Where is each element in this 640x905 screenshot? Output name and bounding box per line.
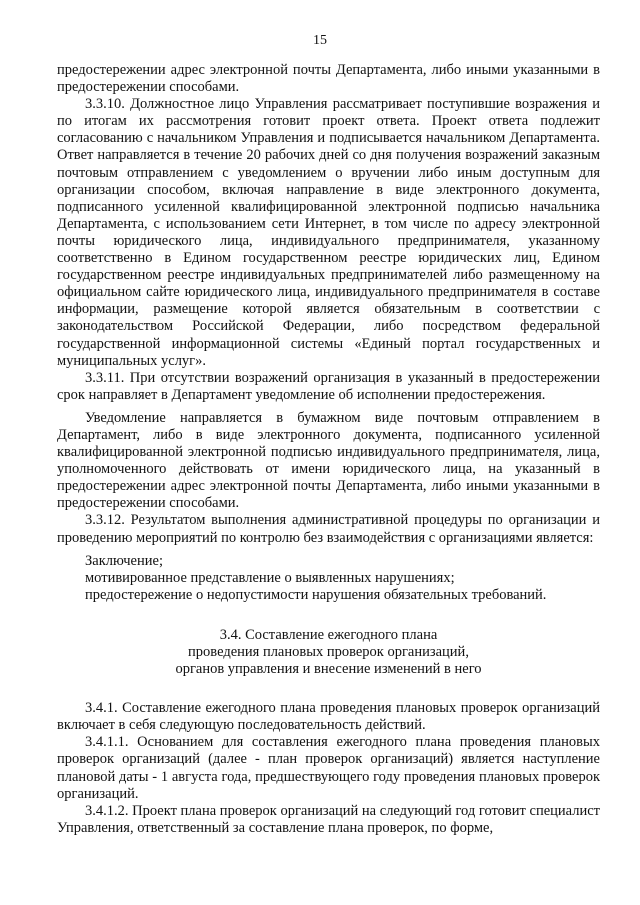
section-heading	[57, 627, 600, 678]
paragraph: предостережении адрес электронной почты Департамента, либо иными указанными в предостережении способами.	[57, 62, 600, 96]
heading-line: органов управления и внесение изменений в него	[175, 661, 482, 678]
paragraph-3-4-1-1: 3.4.1.1. Основанием для составления ежегодного плана проведения плановых проверок организаций (далее - план проверок организаций) является наступление плановой даты - 1 августа года, предшествующего году проведения плановых проверок организаций.	[57, 734, 600, 802]
list-item: предостережение о недопустимости нарушения обязательных требований.	[85, 586, 547, 603]
paragraph-3-4-1-2: 3.4.1.2. Проект плана проверок организаций на следующий год готовит специалист Управления, ответственный за составление плана проверок, по форме,	[57, 802, 600, 836]
paragraph-3-4-1: 3.4.1. Составление ежегодного плана проведения плановых проверок организаций включает в себя следующую последовательность действий.	[57, 700, 600, 734]
paragraph-notice: Уведомление направляется в бумажном виде почтовым отправлением в Департамент, либо в виде электронного документа, подписанного усиленной квалифицированной электронной подписью индивидуального предпринимателя, лица, уполномоченного действовать от имени юридического лица, на указанный в предостережении адрес электронной почты Департамента, либо иными указанными в предостережении способами.	[57, 409, 600, 512]
page-number: 15	[313, 33, 327, 48]
heading-line: проведения плановых проверок организаций,	[188, 644, 469, 660]
list-item: Заключение;	[85, 552, 163, 569]
paragraph-3-3-12: 3.3.12. Результатом выполнения административной процедуры по организации и проведению мероприятий по контролю без взаимодействия с организациями является:	[57, 512, 600, 546]
paragraph-3-3-11: 3.3.11. При отсутствии возражений организация в указанный в предостережении срок направляет в Департамент уведомление об исполнении предостережения.	[57, 369, 600, 403]
paragraph-3-3-10: 3.3.10. Должностное лицо Управления рассматривает поступившие возражения и по итогам их рассмотрения готовит проект ответа. Проект ответа подлежит согласованию с начальником Управления и подписывается начальником Департамента. Ответ направляется в течение 20 рабочих дней со дня получения возражений заказным почтовым отправлением с уведомлением о вручении либо иным доступным для организации способом, включая направление в виде электронного документа, подписанного усиленной квалифицированной электронной подписью начальника Департамента, с использованием сети Интернет, в том числе по адресу электронной почты юридического лица, индивидуального предпринимателя, указанному соответственно в Едином государственном реестре юридических лиц, Едином государственном реестре индивидуальных предпринимателей либо размещенному на официальном сайте юридического лица, индивидуального предпринимателя в составе информации, размещение которой является обязательным в соответствии с законодательством Российской Федерации, либо посредством федеральной государственной информационной системы «Единый портал государственных и муниципальных услуг».	[57, 96, 600, 369]
heading-line: 3.4. Составление ежегодного плана	[219, 626, 438, 643]
document-body	[57, 62, 600, 837]
list-item: мотивированное представление о выявленных нарушениях;	[85, 569, 455, 586]
